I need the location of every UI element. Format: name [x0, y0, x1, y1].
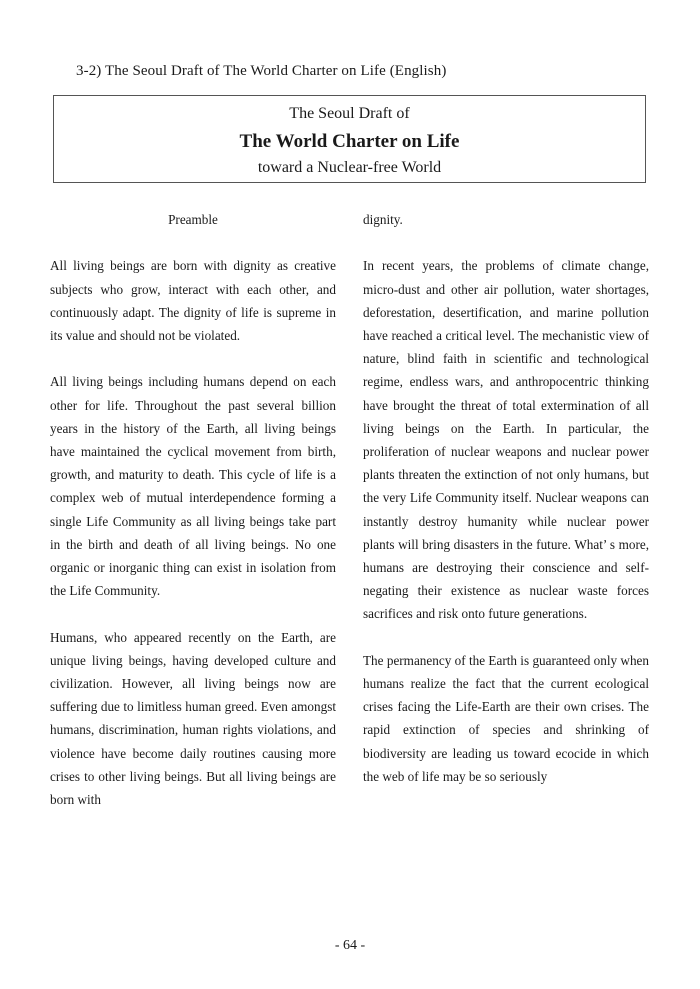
paragraph: All living beings are born with dignity as creative subjects who grow, interact with each other, and continuously adapt. The dignity of life is supreme in its value and should not be violated.	[50, 258, 336, 343]
title-line-1: The Seoul Draft of	[289, 105, 410, 122]
right-column	[363, 208, 649, 811]
title-box	[53, 95, 646, 183]
paragraph: Humans, who appeared recently on the Earth, are unique living beings, having developed culture and civilization. However, all living beings now are suffering due to limitless human greed. Even amongst humans, discrimination, human rights violations, and violence have become daily routines causing more crises to other living beings. But all living beings are born with	[50, 629, 336, 808]
preamble-heading: Preamble	[168, 212, 218, 227]
paragraph: All living beings including humans depend on each other for life. Throughout the past several billion years in the history of the Earth, all living beings have maintained the cyclical movement from birth, growth, and maturity to death. This cycle of life is a complex web of mutual interdependence forming a single Life Community as all living beings take part in the birth and death of all living beings. No one organic or inorganic thing can exist in isolation from the Life Community.	[50, 374, 336, 599]
title-line-2: The World Charter on Life	[239, 131, 460, 152]
paragraph: dignity.	[363, 212, 403, 227]
title-line-3: toward a Nuclear-free World	[257, 159, 442, 176]
paragraph: In recent years, the problems of climate change, micro-dust and other air pollution, water shortages, deforestation, desertification, and marine pollution have reached a critical level. The mechanistic view of nature, blind faith in scientific and technological regime, endless wars, and anthropocentric thinking have brought the threat of total extermination of all living beings on the Earth. In particular, the proliferation of nuclear weapons and nuclear power plants threaten the extinction of not only humans, but the very Life Community itself. Nuclear weapons can instantly destroy humanity while nuclear power plants will bring disasters in the future. What’ s more, humans are destroying their conscience and self-negating their existence as nuclear waste forces sacrifices and risk onto future generations.	[363, 258, 649, 622]
section-heading: 3-2) The Seoul Draft of The World Charter on Life (English)	[76, 63, 447, 79]
left-column	[50, 208, 336, 834]
paragraph: The permanency of the Earth is guaranteed only when humans realize the fact that the current ecological crises facing the Life-Earth are their own crises. The rapid extinction of species and shrinking of biodiversity are leading us toward ecocide in which the web of life may be so seriously	[363, 652, 649, 784]
page-number: - 64 -	[334, 938, 366, 953]
